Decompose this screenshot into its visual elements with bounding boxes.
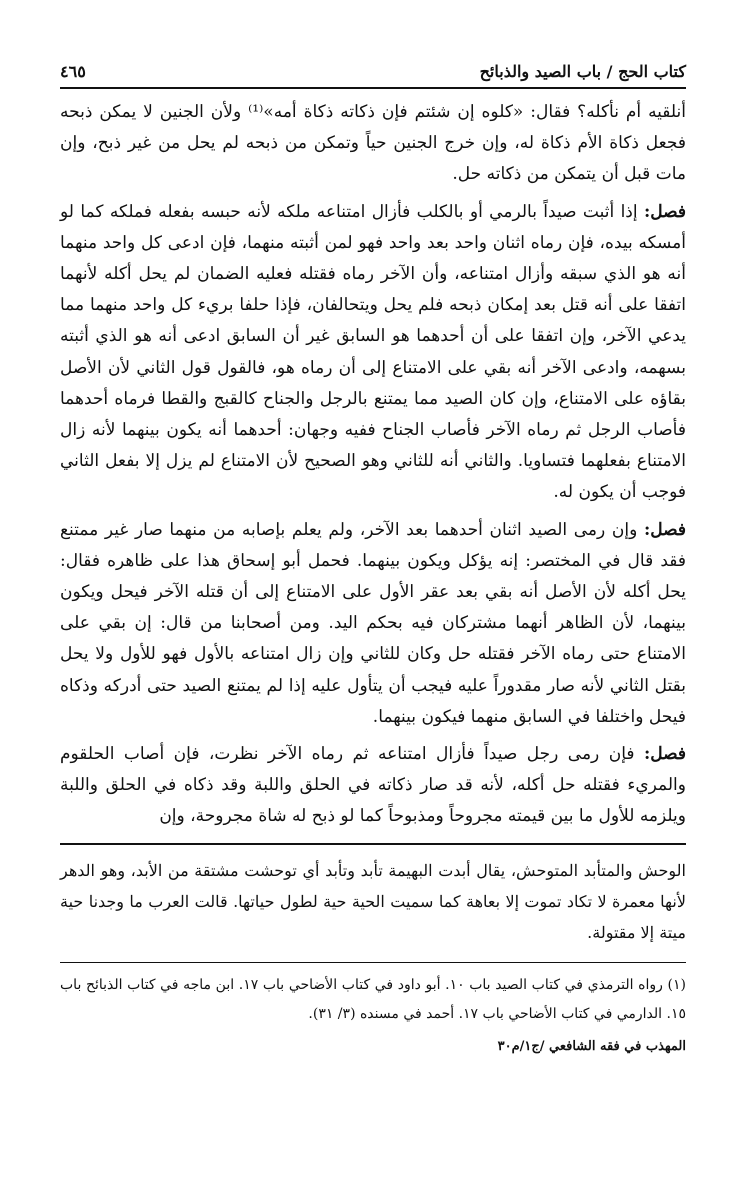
section-lead: فصل: <box>643 519 686 540</box>
footnote: (١) رواه الترمذي في كتاب الصيد باب ١٠. أبو داود في كتاب الأضاحي باب ١٧. ابن ماجه في كتاب الذبائح باب ١٥. الدارمي في كتاب الأضاحي باب ١٧. أحمد في مسنده (٣/ ٣١). <box>60 976 686 1022</box>
section-lead: فصل: <box>643 201 686 222</box>
page-number: ٤٦٥ <box>60 62 86 81</box>
paragraph-text: أنلقيه أم نأكله؟ فقال: «كلوه إن شئتم فإن ذكاته ذكاة أمه»⁽¹⁾ ولأن الجنين لا يمكن ذبحه فجعل ذكاة الأم ذكاة له، وإن خرج الجنين حياً وتمكن من ذبحه لم يحل من غير ذبح، وإن مات قبل أن يتمكن من ذكاته حل. <box>60 102 686 185</box>
book-signature: المهذب في فقه الشافعي /ج١/م٣٠ <box>497 1038 686 1054</box>
commentary: الوحش والمتأبد المتوحش، يقال أبدت البهيمة تأبد وتأبد أي توحشت مشتقة من الأبد، وهو الدهر لأنها معمرة لا تكاد تموت إلا بعاهة كما سميت الحية حية لطول حياتها. قالت العرب ما وجدنا حية ميتة إلا مقتولة. <box>60 860 686 942</box>
running-header <box>60 62 686 89</box>
footnote-divider <box>60 962 686 963</box>
paragraph <box>60 739 686 833</box>
commentary-divider <box>60 843 686 845</box>
paragraph-text: إذا أثبت صيداً بالرمي أو بالكلب فأزال امتناعه ملكه لأنه حبسه بفعله فملكه كما لو أمسكه بيده، فإن رماه اثنان واحد بعد واحد فهو لمن أثبته منهما، فإن ادعى كل واحد منهما أنه هو الذي سبقه وأزال امتناعه، وأن الآخر رماه فقتله فعليه الضمان لم يحل أكله لأنهما اتفقا على أنه قتل بعد إمكان ذبحه فلم يحل ويتحالفان، فإذا حلفا بريء كل واحد منهما مما يدعي الآخر، وإن اتفقا على أن أحدهما هو السابق غير أن السابق ادعى أنه هو الذي أثبته بسهمه، وادعى الآخر أنه بقي على الامتناع إلى أن رماه هو، فالقول قول الثاني لأن الأصل بقاؤه على الامتناع، وإن كان الصيد مما يمتنع بالرجل والجناح كالقبج والقطا فرماه أحدهما فأصاب الرجل ثم رماه الآخر فأصاب الجناح ففيه وجهان: أحدهما أنه يكون بينهما لأنه زال الامتناع بفعلهما فتساويا. والثاني أنه للثاني وهو الصحيح لأن الامتناع لم يزل إلا بفعل الثاني فوجب أن يكون له. <box>60 201 686 503</box>
paragraph-text: وإن رمى الصيد اثنان أحدهما بعد الآخر، ولم يعلم بإصابه من منهما صار غير ممتنع فقد قال في المختصر: إنه يؤكل ويكون بينهما. فحمل أبو إسحاق هذا على ظاهره فقال: يحل أكله لأن الأصل أنه بقي بعد عقر الأول على الامتناع إلى أن قتله الآخر فيحل ويكون بينهما، لأن الظاهر أنهما مشتركان فيه بحكم اليد. ومن أصحابنا من قال: إن بقي على الامتناع حتى رماه الآخر فقتله حل وكان للثاني وإن زال امتناعه بالأول فهو للأول ولا يحل بقتل الثاني لأنه صار مقدوراً عليه فيجب أن يتأول عليه إذا لم يمتنع الصيد حتى أدركه وذكاه فيحل واختلفا في السابق منهما فيكون بينهما. <box>60 519 686 727</box>
section-lead: فصل: <box>643 744 686 765</box>
paragraph-text: فإن رمى رجل صيداً فأزال امتناعه ثم رماه الآخر نظرت، فإن أصاب الحلقوم والمريء فقتله حل أكله، لأنه قد صار ذكاته في الحلق واللبة وقد ذكاه في الحلق واللبة ويلزمه للأول ما بين قيمته مجروحاً ومذبوحاً كما لو ذبح له شاة مجروحة، وإن <box>60 744 686 827</box>
main-text <box>60 97 686 833</box>
paragraph <box>60 515 686 733</box>
book-page <box>60 62 686 1054</box>
paragraph <box>60 97 686 191</box>
paragraph <box>60 197 686 509</box>
running-title: كتاب الحج / باب الصيد والذبائح <box>479 62 686 81</box>
